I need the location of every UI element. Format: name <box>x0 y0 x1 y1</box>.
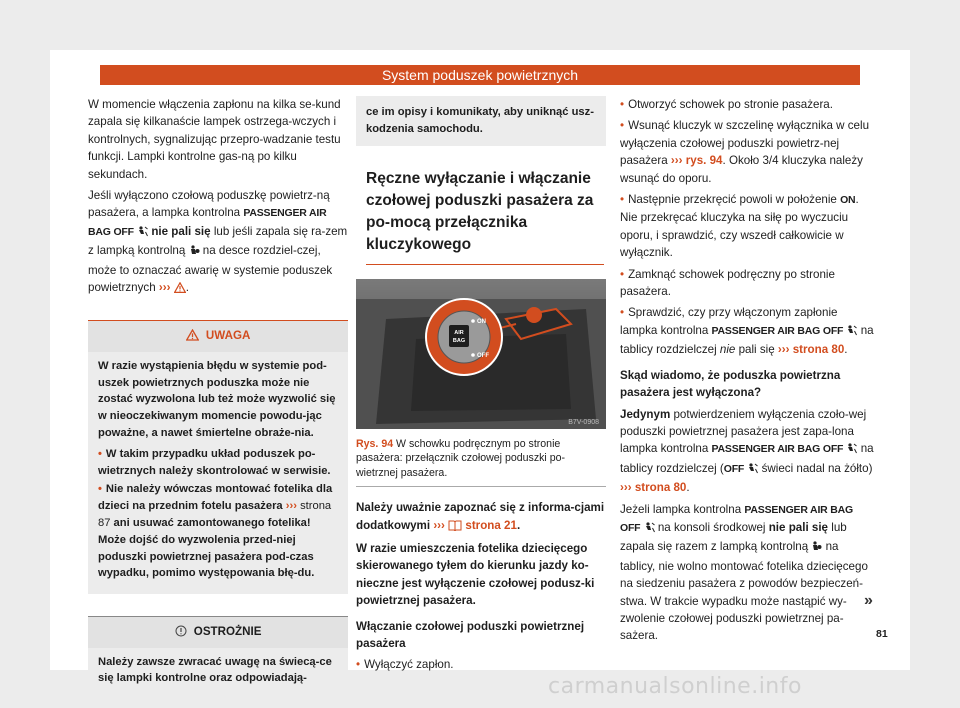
figure-code: B7V-0908 <box>568 418 599 426</box>
fault-paragraph: Jeśli wyłączono czołową poduszkę powietrz-ną pasażera, a lampka kontrolna PASSENGER AIR BAG OFF nie pali się lub jeśli zapala się ra-zem z lampką kontrolną na desce rozdziel-czej, może to oznaczać awarię w systemie poduszek powietrznych ››› . <box>88 187 348 298</box>
step-turn-key: • Następnie przekręcić powoli w położenie ON. Nie przekręcać kluczyka na siłę po wyczuciu oporu, i sprawdzić, czy wszedł całkowicie w wyłącznik. <box>620 193 859 260</box>
passenger-airbag-icon <box>137 225 148 242</box>
warning-bullet: • Nie należy wówczas montować fotelika dla dzieci na przednim fotelu pasażera ››› strona 87 ani usuwać zamontowanego fotelika! Może dojść do wyzwolenia przed-niej poduszki powietrznej pasażera pod-czas wypadku, pomimo występowania błę-du. <box>98 483 333 580</box>
watermark: carmanualsonline.info <box>548 674 802 699</box>
warning-bullet: • W takim przypadku układ poduszek po-wietrznych należy skontrolować w serwisie. <box>98 447 331 477</box>
section-heading: Ręczne wyłączanie i włączanie czołowej poduszki pasażera za po-mocą przełącznika kluczykowego <box>366 168 604 265</box>
warning-body: W razie wystąpienia błędu w systemie pod-uszek powietrznych poduszka może nie zostać wyzwolona lub też może wyzwolić się w nieoczekiwanym momencie powodu-jąc poważne, a nawet śmiertelne obraże-nia. • W takim przypadku układ poduszek po-wietrznych należy skontrolować w serwisie. • Nie należy wówczas montować fotelika dla dzieci na przednim fotelu pasażera ››› strona 87 ani usuwać zamontowanego fotelika! Może dojść do wyzwolenia przed-niej poduszki powietrznej pasażera pod-czas wypadku, pomimo występowania błę-du. <box>88 352 348 594</box>
figure-label-air: AIR <box>454 329 464 336</box>
continue-marker: » <box>864 592 873 609</box>
airbag-warning-icon <box>189 244 200 261</box>
step-insert-key: • Wsunąć kluczyk w szczelinę wyłącznika w celu wyłączenia czołowej poduszki powietrz-nej pasażera ››› rys. 94. Około 3/4 kluczyka należy wsunąć do oporu. <box>620 119 870 185</box>
warning-box <box>88 320 348 594</box>
intro-paragraph: W momencie włączenia zapłonu na kilka se-kund zapala się kilkanaście lampek ostrzega-wczych i kontrolnych, sygnalizując przepro-wadzanie testu funkcji. Lampki kontrolne gas-ną po kilku sekundach. <box>88 98 341 181</box>
page-80-link[interactable]: strona 80 <box>792 343 845 357</box>
page-80-link[interactable]: strona 80 <box>634 481 687 495</box>
page-87-link[interactable]: strona 87 <box>98 500 332 530</box>
figure-label-bag: BAG <box>452 337 466 344</box>
info-circle-icon <box>175 625 187 642</box>
subheading-enable: Włączanie czołowej poduszki powietrznej pasażera <box>356 619 585 650</box>
info-reference: Należy uważnie zapoznać się z informa-cjami dodatkowymi ››› strona 21. <box>356 499 606 536</box>
fig-94-link[interactable]: rys. 94 <box>685 154 723 168</box>
warning-triangle-icon <box>186 329 199 346</box>
page-21-link[interactable]: strona 21 <box>465 518 517 532</box>
book-link-icon[interactable] <box>448 519 462 536</box>
passenger-airbag-icon <box>846 442 857 459</box>
step-close-glovebox: • Zamknąć schowek podręczny po stronie pasażera. <box>620 267 835 299</box>
airbag-warning-icon <box>811 540 822 557</box>
passenger-airbag-icon <box>747 462 758 479</box>
child-seat-paragraph: W razie umieszczenia fotelika dziecięcego skierowanego tyłem do kierunku jazdy ko-nieczne jest wyłączenie czołowej podusz-ki powietrznej pasażera. <box>356 541 595 608</box>
section-header: System poduszek powietrznych <box>100 65 860 85</box>
passenger-airbag-icon <box>644 521 655 538</box>
step-open-glovebox: • Otworzyć schowek po stronie pasażera. <box>620 98 833 111</box>
step-ignition-off: • Wyłączyć zapłon. <box>356 658 454 672</box>
caution-box <box>88 616 348 695</box>
passenger-airbag-icon <box>846 324 857 341</box>
caution-heading: OSTROŻNIE <box>88 616 348 647</box>
column-2 <box>356 96 606 678</box>
passenger-airbag-off-lamp-label: PASSENGER AIR BAG OFF <box>88 207 327 238</box>
figure-label-off: OFF <box>477 352 489 359</box>
column-1 <box>88 96 348 695</box>
caution-body: Należy zawsze zwracać uwagę na świecą-ce się lampki kontrolne oraz odpowiadają- <box>98 655 332 685</box>
lamp-fault-paragraph: Jeżeli lampka kontrolna PASSENGER AIR BAG OFF na konsoli środkowej nie pali się lub zapala się razem z lampką kontrolną na tablicy, nie wolno montować fotelika dziecięcego na siedzeniu pasażera z powodów bezpieczeń-stwa. W trakcie wypadku może nastąpić wy-zwolenie czołowej poduszki powietrznej pa-sażera. <box>620 502 868 643</box>
step-check-lamp: • Sprawdzić, czy przy włączonym zapłonie lampka kontrolna PASSENGER AIR BAG OFF na tablicy rozdzielczej nie pali się ››› strona 80. <box>620 306 874 357</box>
figure-94 <box>356 279 606 429</box>
confirmation-paragraph: Jedynym potwierdzeniem wyłączenia czoło-wej poduszki powietrznej pasażera jest zapa-lona lampka kontrolna PASSENGER AIR BAG OFF na tablicy rozdzielczej (OFF świeci nadal na żółto) ››› strona 80. <box>620 407 874 495</box>
warning-triangle-link-icon[interactable] <box>174 281 186 298</box>
page-number: 81 <box>876 628 888 640</box>
warning-heading: UWAGA <box>88 320 348 351</box>
figure-caption: Rys. 94 W schowku podręcznym po stronie pasażera: przełącznik czołowej poduszki po-wietrznej pasażera. <box>356 437 606 488</box>
figure-label-on: ON <box>477 318 486 325</box>
column-3 <box>620 96 876 649</box>
subheading-how-to-know: Skąd wiadomo, że poduszka powietrzna pasażera jest wyłączona? <box>620 368 841 400</box>
caution-continuation: ce im opisy i komunikaty, aby uniknąć usz-kodzenia samochodu. <box>356 96 606 146</box>
